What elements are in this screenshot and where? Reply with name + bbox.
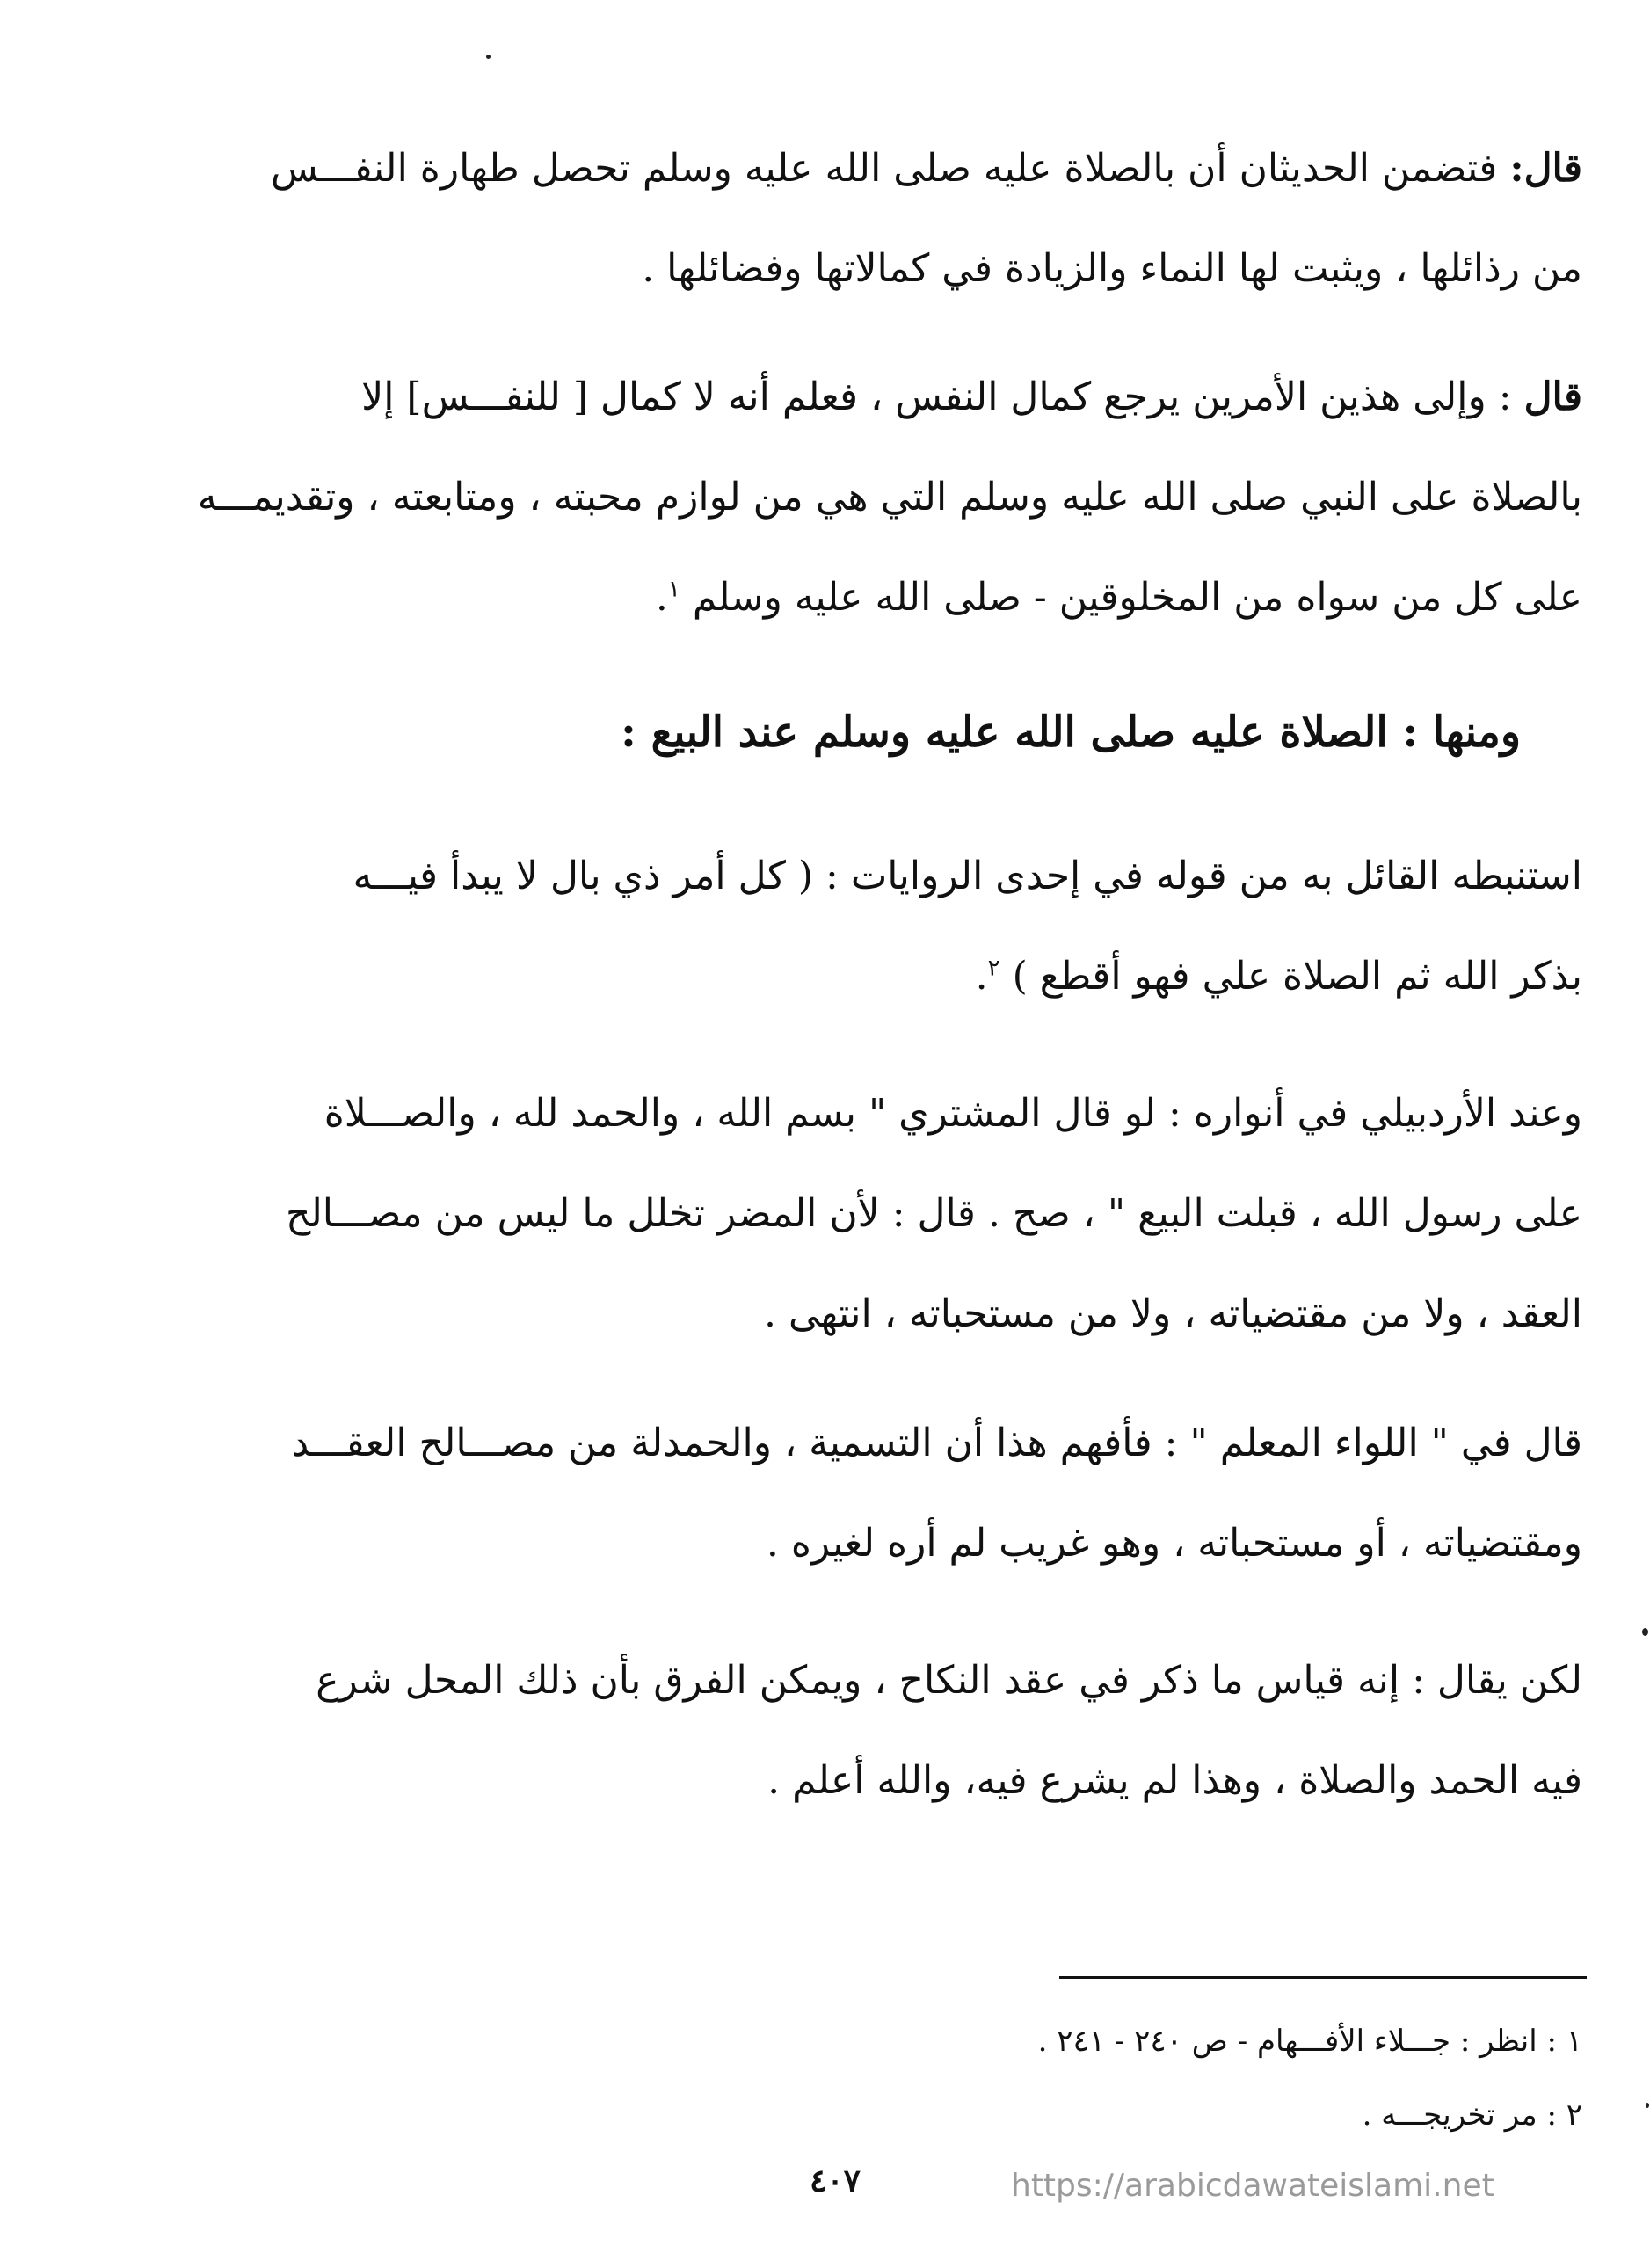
paragraph-line: العقد ، ولا من مقتضياته ، ولا من مستحباته ، انتهى . bbox=[764, 1291, 1582, 1336]
line-text: بذكر الله ثم الصلاة علي فهو أقطع ) bbox=[1012, 954, 1582, 999]
paragraph-line: على كل من سواه من المخلوقين - صلى الله عليه وسلم $^١$. bbox=[655, 575, 1582, 620]
paragraph-line bbox=[132, 347, 1582, 447]
lead-word: قال: bbox=[1509, 146, 1582, 191]
scan-speck bbox=[486, 55, 491, 59]
footnote-reference: ١ bbox=[667, 576, 680, 603]
paragraph-1 bbox=[132, 119, 1582, 319]
paragraph-3 bbox=[132, 826, 1582, 1027]
paragraph-line: استنبطه القائل به من قوله في إحدى الروايات : ( كل أمر ذي بال لا يبدأ فيـــه bbox=[353, 854, 1582, 898]
line-text: فتضمن الحديثان أن بالصلاة عليه صلى الله عليه وسلم تحصل طهارة النفـــس bbox=[270, 146, 1498, 191]
paragraph-6 bbox=[132, 1631, 1582, 1831]
footnote-separator bbox=[1059, 1976, 1587, 1979]
paragraph-line: لكن يقال : إنه قياس ما ذكر في عقد النكاح ، ويمكن الفرق بأن ذلك المحل شرع bbox=[316, 1658, 1582, 1703]
paragraph-line: قال في " اللواء المعلم " : فأفهم هذا أن التسمية ، والحمدلة من مصـــالح العقـــد bbox=[291, 1421, 1582, 1465]
paragraph-line: على رسول الله ، قبلت البيع " ، صح . قال : لأن المضر تخلل ما ليس من مصـــالح bbox=[285, 1191, 1582, 1236]
paragraph-line bbox=[132, 119, 1582, 219]
paragraph-line: من رذائلها ، ويثبت لها النماء والزيادة في كمالاتها وفضائلها . bbox=[642, 246, 1582, 291]
paragraph-5 bbox=[132, 1393, 1582, 1594]
scan-speck bbox=[1646, 2103, 1649, 2108]
paragraph-2 bbox=[132, 347, 1582, 648]
page-number: ٤٠٧ bbox=[809, 2163, 861, 2199]
paragraph-line: ومقتضياته ، أو مستحباته ، وهو غريب لم أره لغيره . bbox=[766, 1521, 1582, 1566]
footnote-1: ١ : انظر : جـــلاء الأفـــهام - ص ٢٤٠ - ٢٤١ . bbox=[1037, 2024, 1582, 2059]
paragraph-line: بذكر الله ثم الصلاة علي فهو أقطع ) $^٢$. bbox=[975, 954, 1582, 999]
line-text: على كل من سواه من المخلوقين - صلى الله عليه وسلم bbox=[692, 575, 1582, 620]
footnote-2: ٢ : مر تخريجـــه . bbox=[1362, 2097, 1582, 2133]
lead-word: قال bbox=[1523, 374, 1582, 419]
scan-speck bbox=[1642, 1628, 1648, 1636]
line-text: : وإلى هذين الأمرين يرجع كمال النفس ، فعلم أنه لا كمال [ للنفـــس] إلا bbox=[361, 374, 1512, 419]
watermark-url: https://arabicdawateislami.net bbox=[1011, 2168, 1494, 2204]
footnote-reference: ٢ bbox=[987, 955, 1000, 982]
paragraph-line: وعند الأردبيلي في أنواره : لو قال المشتري " بسم الله ، والحمد لله ، والصـــلاة bbox=[323, 1091, 1582, 1136]
paragraph-4 bbox=[132, 1064, 1582, 1364]
paragraph-line: بالصلاة على النبي صلى الله عليه وسلم التي هي من لوازم محبته ، ومتابعته ، وتقديمـــه bbox=[197, 475, 1582, 520]
section-heading: ومنها : الصلاة عليه صلى الله عليه وسلم عند البيع : bbox=[621, 708, 1521, 757]
paragraph-line: فيه الحمد والصلاة ، وهذا لم يشرع فيه، والله أعلم . bbox=[767, 1758, 1582, 1803]
